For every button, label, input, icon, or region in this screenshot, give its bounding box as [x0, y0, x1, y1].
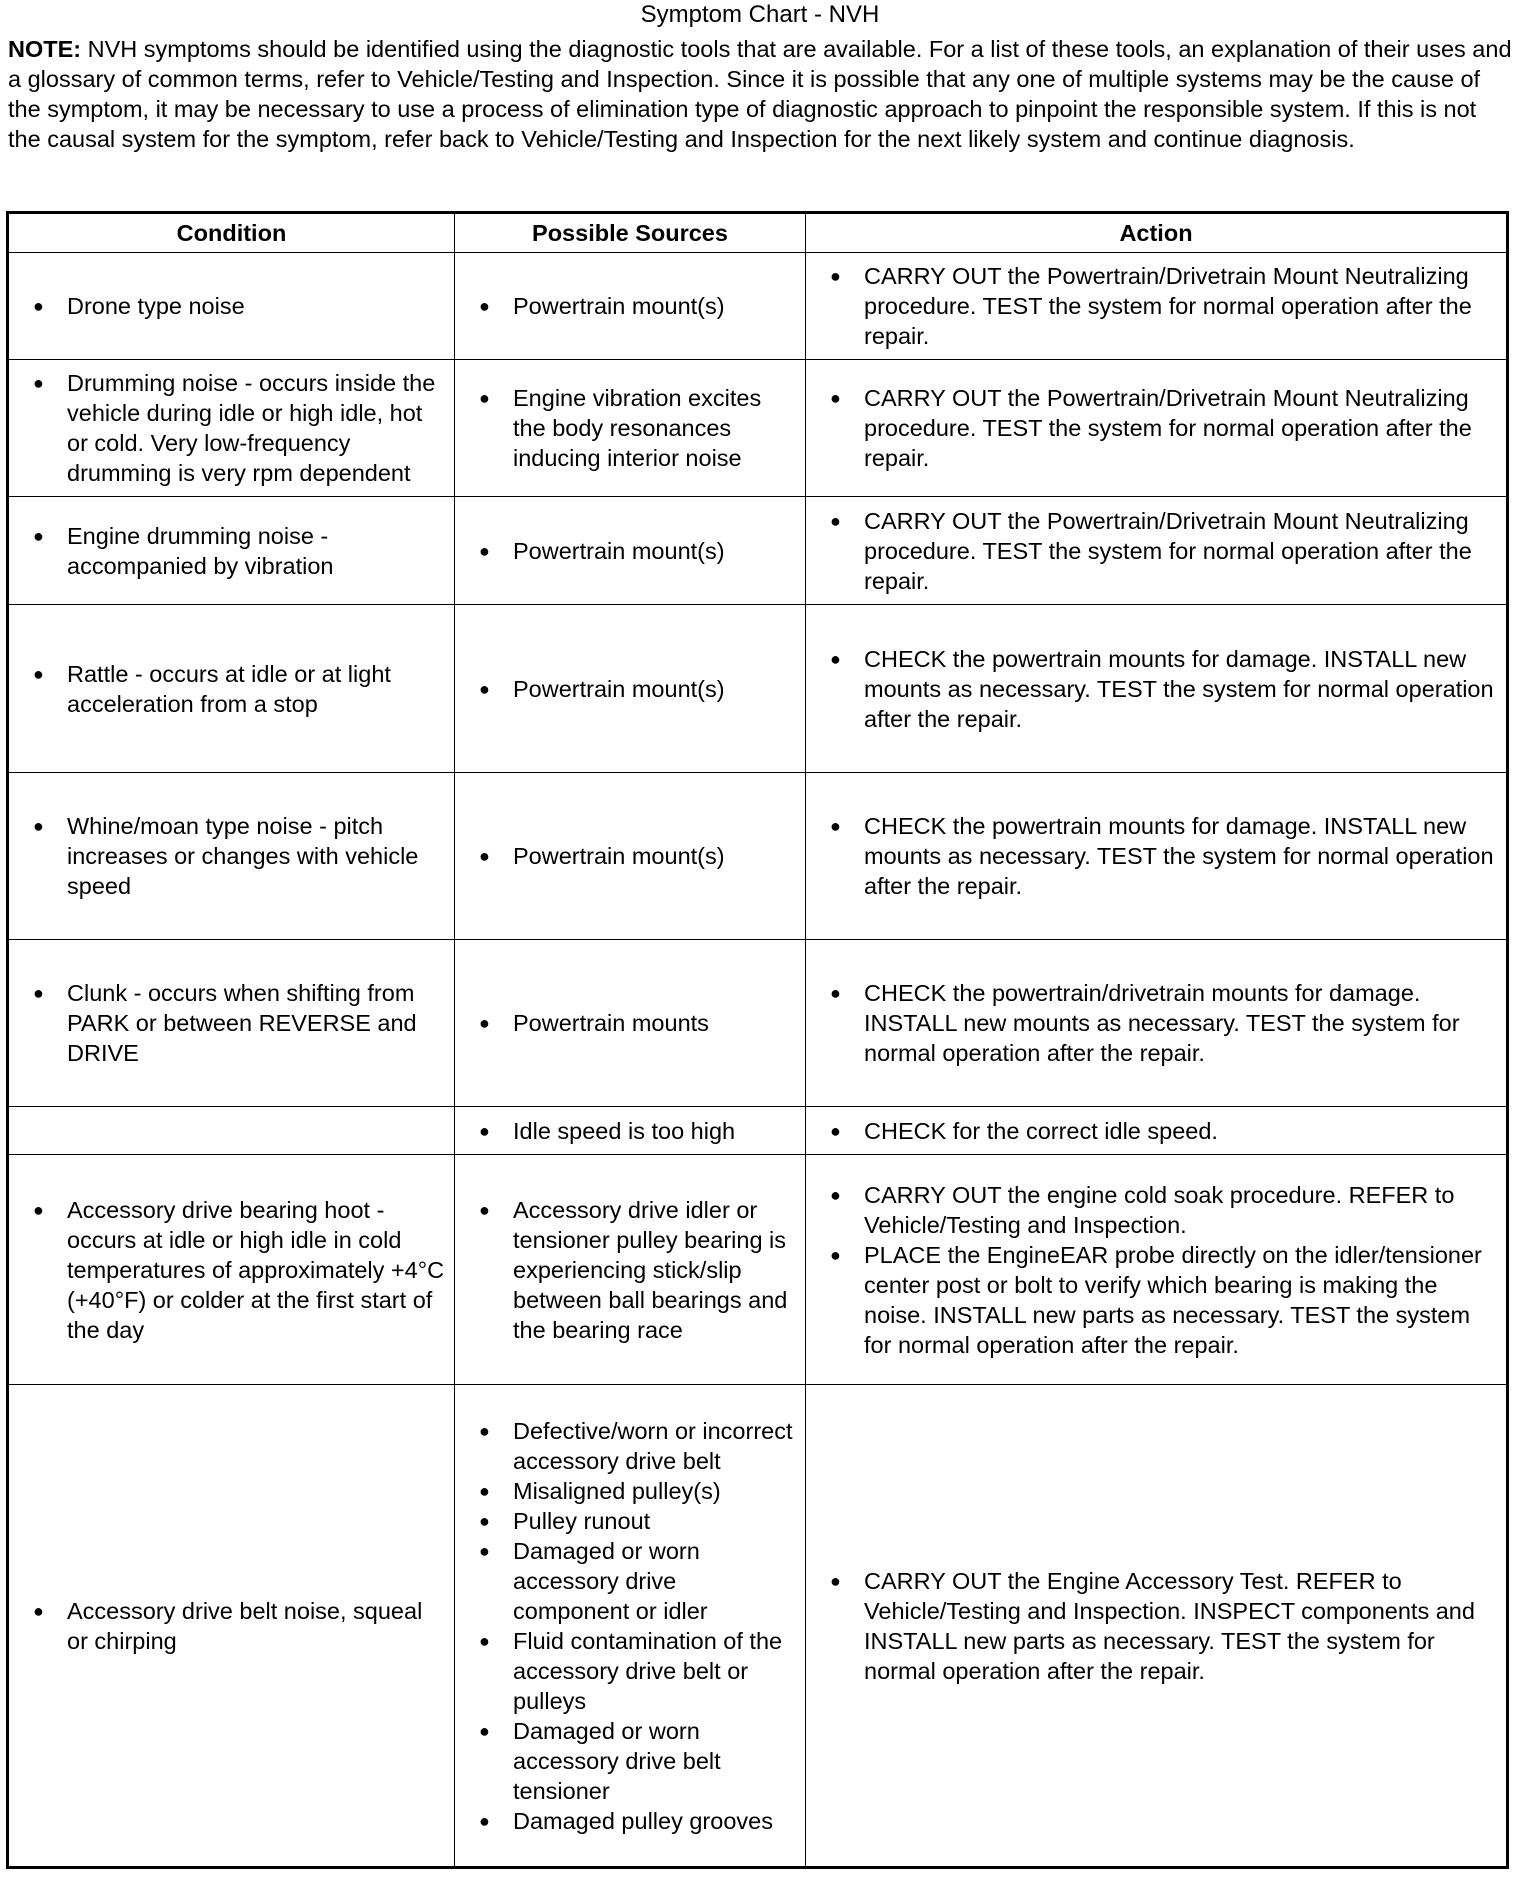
- bullet-item: ● Idle speed is too high: [463, 1116, 797, 1146]
- bullet-item: ● Damaged or worn accessory drive component or idler: [463, 1536, 797, 1626]
- bullet-item: ● CARRY OUT the Engine Accessory Test. REFER to Vehicle/Testing and Inspection. INSPECT components and INSTALL new parts as necessary. TEST the system for normal operation after the repair.: [814, 1566, 1498, 1686]
- sources-cell: [455, 1385, 806, 1868]
- bullet-item: ● Drumming noise - occurs inside the vehicle during idle or high idle, hot or cold. Very low-frequency drumming is very rpm dependent: [17, 368, 446, 488]
- table-row: [8, 253, 1508, 360]
- bullet-list: [814, 506, 1498, 596]
- bullet-item: ● Accessory drive belt noise, squeal or chirping: [17, 1596, 446, 1656]
- condition-cell: [8, 1385, 455, 1868]
- bullet-item: ● CHECK the powertrain/drivetrain mounts for damage. INSTALL new mounts as necessary. TEST the system for normal operation after the repair.: [814, 978, 1498, 1068]
- sources-cell: [455, 1107, 806, 1155]
- bullet-list: [17, 521, 446, 581]
- bullet-list: [463, 1195, 797, 1345]
- condition-cell: [8, 940, 455, 1107]
- bullet-list: [814, 383, 1498, 473]
- bullet-item: ● CARRY OUT the Powertrain/Drivetrain Mount Neutralizing procedure. TEST the system for normal operation after the repair.: [814, 383, 1498, 473]
- note-paragraph: [8, 34, 1512, 154]
- table-row: [8, 1385, 1508, 1868]
- bullet-item: ● Powertrain mount(s): [463, 536, 797, 566]
- bullet-list: [17, 291, 446, 321]
- condition-cell: [8, 1155, 455, 1385]
- header-action: Action: [806, 213, 1508, 253]
- action-cell: [806, 360, 1508, 497]
- sources-cell: [455, 940, 806, 1107]
- sources-cell: [455, 253, 806, 360]
- note-text: NVH symptoms should be identified using the diagnostic tools that are available. For a list of these tools, an explanation of their uses and a glossary of common terms, refer to Vehicle/Testing and Inspection. Since it is possible that any one of multiple systems may be the cause of the symptom, it may be necessary to use a process of elimination type of diagnostic approach to pinpoint the responsible system. If this is not the causal system for the symptom, refer back to Vehicle/Testing and Inspection for the next likely system and continue diagnosis.: [8, 36, 1512, 152]
- bullet-list: [814, 1116, 1498, 1146]
- bullet-item: ● Rattle - occurs at idle or at light acceleration from a stop: [17, 659, 446, 719]
- sources-cell: [455, 360, 806, 497]
- bullet-item: ● Damaged or worn accessory drive belt tensioner: [463, 1716, 797, 1806]
- bullet-item: ● Engine drumming noise - accompanied by vibration: [17, 521, 446, 581]
- sources-cell: [455, 497, 806, 605]
- bullet-item: ● Powertrain mount(s): [463, 291, 797, 321]
- table-row: [8, 773, 1508, 940]
- bullet-list: [814, 1180, 1498, 1360]
- bullet-item: ● CARRY OUT the Powertrain/Drivetrain Mount Neutralizing procedure. TEST the system for normal operation after the repair.: [814, 261, 1498, 351]
- bullet-list: [17, 978, 446, 1068]
- bullet-item: ● Whine/moan type noise - pitch increases or changes with vehicle speed: [17, 811, 446, 901]
- bullet-list: [17, 368, 446, 488]
- action-cell: [806, 605, 1508, 773]
- condition-cell: [8, 497, 455, 605]
- bullet-item: ● Powertrain mounts: [463, 1008, 797, 1038]
- bullet-list: [17, 1195, 446, 1345]
- action-cell: [806, 773, 1508, 940]
- table-row: [8, 940, 1508, 1107]
- bullet-item: ● Drone type noise: [17, 291, 446, 321]
- bullet-item: ● Defective/worn or incorrect accessory drive belt: [463, 1416, 797, 1476]
- table-row: [8, 1155, 1508, 1385]
- condition-cell: [8, 773, 455, 940]
- bullet-list: [814, 644, 1498, 734]
- action-cell: [806, 253, 1508, 360]
- bullet-item: ● CHECK the powertrain mounts for damage. INSTALL new mounts as necessary. TEST the system for normal operation after the repair.: [814, 811, 1498, 901]
- table-row: [8, 605, 1508, 773]
- bullet-list: [463, 1008, 797, 1038]
- sources-cell: [455, 1155, 806, 1385]
- bullet-item: ● CARRY OUT the Powertrain/Drivetrain Mount Neutralizing procedure. TEST the system for normal operation after the repair.: [814, 506, 1498, 596]
- bullet-list: [463, 1116, 797, 1146]
- bullet-item: ● Accessory drive bearing hoot - occurs at idle or high idle in cold temperatures of approximately +4°C (+40°F) or colder at the first start of the day: [17, 1195, 446, 1345]
- table-row: [8, 360, 1508, 497]
- bullet-item: ● CHECK for the correct idle speed.: [814, 1116, 1498, 1146]
- note-label: NOTE:: [8, 36, 82, 62]
- table-row: [8, 497, 1508, 605]
- bullet-list: [814, 811, 1498, 901]
- condition-cell: [8, 360, 455, 497]
- action-cell: [806, 1155, 1508, 1385]
- table-body: [8, 253, 1508, 1868]
- condition-cell: [8, 253, 455, 360]
- header-condition: Condition: [8, 213, 455, 253]
- table-row: [8, 1107, 1508, 1155]
- bullet-list: [463, 383, 797, 473]
- action-cell: [806, 1107, 1508, 1155]
- bullet-list: [463, 291, 797, 321]
- action-cell: [806, 940, 1508, 1107]
- bullet-item: ● CHECK the powertrain mounts for damage. INSTALL new mounts as necessary. TEST the system for normal operation after the repair.: [814, 644, 1498, 734]
- bullet-list: [814, 1566, 1498, 1686]
- bullet-item: ● Fluid contamination of the accessory drive belt or pulleys: [463, 1626, 797, 1716]
- bullet-list: [463, 674, 797, 704]
- bullet-list: [814, 978, 1498, 1068]
- bullet-list: [17, 811, 446, 901]
- bullet-item: ● Accessory drive idler or tensioner pulley bearing is experiencing stick/slip between ball bearings and the bearing race: [463, 1195, 797, 1345]
- bullet-item: ● CARRY OUT the engine cold soak procedure. REFER to Vehicle/Testing and Inspection.: [814, 1180, 1498, 1240]
- bullet-item: ● Powertrain mount(s): [463, 841, 797, 871]
- table-header-row: [8, 213, 1508, 253]
- bullet-list: [17, 659, 446, 719]
- bullet-list: [17, 1596, 446, 1656]
- header-possible-sources: Possible Sources: [455, 213, 806, 253]
- bullet-item: ● Pulley runout: [463, 1506, 797, 1536]
- bullet-item: ● PLACE the EngineEAR probe directly on the idler/tensioner center post or bolt to verify which bearing is making the noise. INSTALL new parts as necessary. TEST the system for normal operation after the repair.: [814, 1240, 1498, 1360]
- sources-cell: [455, 773, 806, 940]
- action-cell: [806, 497, 1508, 605]
- bullet-item: ● Powertrain mount(s): [463, 674, 797, 704]
- bullet-list: [463, 841, 797, 871]
- sources-cell: [455, 605, 806, 773]
- bullet-item: ● Clunk - occurs when shifting from PARK or between REVERSE and DRIVE: [17, 978, 446, 1068]
- bullet-item: ● Damaged pulley grooves: [463, 1806, 797, 1836]
- bullet-list: [463, 1416, 797, 1836]
- condition-cell: [8, 1107, 455, 1155]
- action-cell: [806, 1385, 1508, 1868]
- bullet-list: [463, 536, 797, 566]
- bullet-item: ● Engine vibration excites the body resonances inducing interior noise: [463, 383, 797, 473]
- bullet-item: ● Misaligned pulley(s): [463, 1476, 797, 1506]
- document-title: Symptom Chart - NVH: [640, 1, 880, 28]
- condition-cell: [8, 605, 455, 773]
- symptom-chart-table: [6, 211, 1509, 1869]
- bullet-list: [814, 261, 1498, 351]
